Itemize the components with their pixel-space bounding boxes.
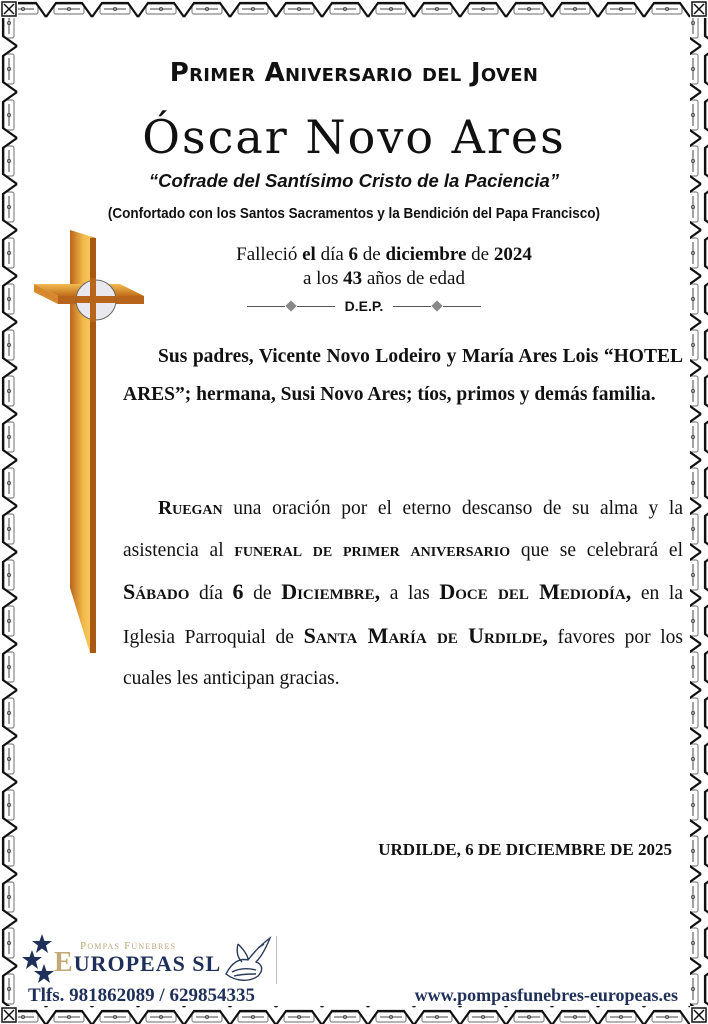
cofrade-subtitle: “Cofrade del Santísimo Cristo de la Paciencia”: [148, 170, 560, 191]
family-paragraph: Sus padres, Vicente Novo Lodeiro y María Ares Lois “HOTEL ARES”; hermana, Susi Novo Ares; tíos, primos y demás familia.: [123, 346, 683, 405]
dep-divider: [0, 298, 708, 314]
divider-right: [393, 302, 481, 310]
dep-label: D.E.P.: [344, 298, 384, 314]
company-tagline: Pompas Fúnebres: [80, 940, 177, 952]
page-title: Primer Aniversario del Joven: [169, 58, 539, 88]
logo-divider: [276, 936, 277, 984]
death-info: [0, 243, 708, 291]
place-date-signature: URDILDE, 6 DE DICIEMBRE DE 2025: [378, 840, 672, 859]
deceased-name: Óscar Novo Ares: [142, 110, 566, 164]
divider-left: [247, 302, 335, 310]
request-paragraph: Ruegan una oración por el eterno descanso de su alma y la asistencia al funeral de primer aniversario que se celebrará el Sábado día 6 de Diciembre, a las Doce del Mediodía, en la Iglesia Parroquial de Santa María de Urdilde, favores por los cuales les anticipan gracias.: [123, 498, 684, 689]
confortado-note: (Confortado con los Santos Sacramentos y la Bendición del Papa Francisco): [107, 205, 601, 222]
phone-numbers: Tlfs. 981862089 / 629854335: [28, 985, 255, 1006]
age-line: a los 43 años de edad: [303, 268, 465, 289]
dove-icon: [218, 934, 274, 984]
company-name: EUROPEAS SL: [54, 947, 222, 978]
company-logo: [22, 932, 282, 987]
website-link[interactable]: www.pompasfunebres-europeas.es: [414, 985, 678, 1005]
death-date-line: Falleció el día 6 de diciembre de 2024: [236, 244, 532, 265]
